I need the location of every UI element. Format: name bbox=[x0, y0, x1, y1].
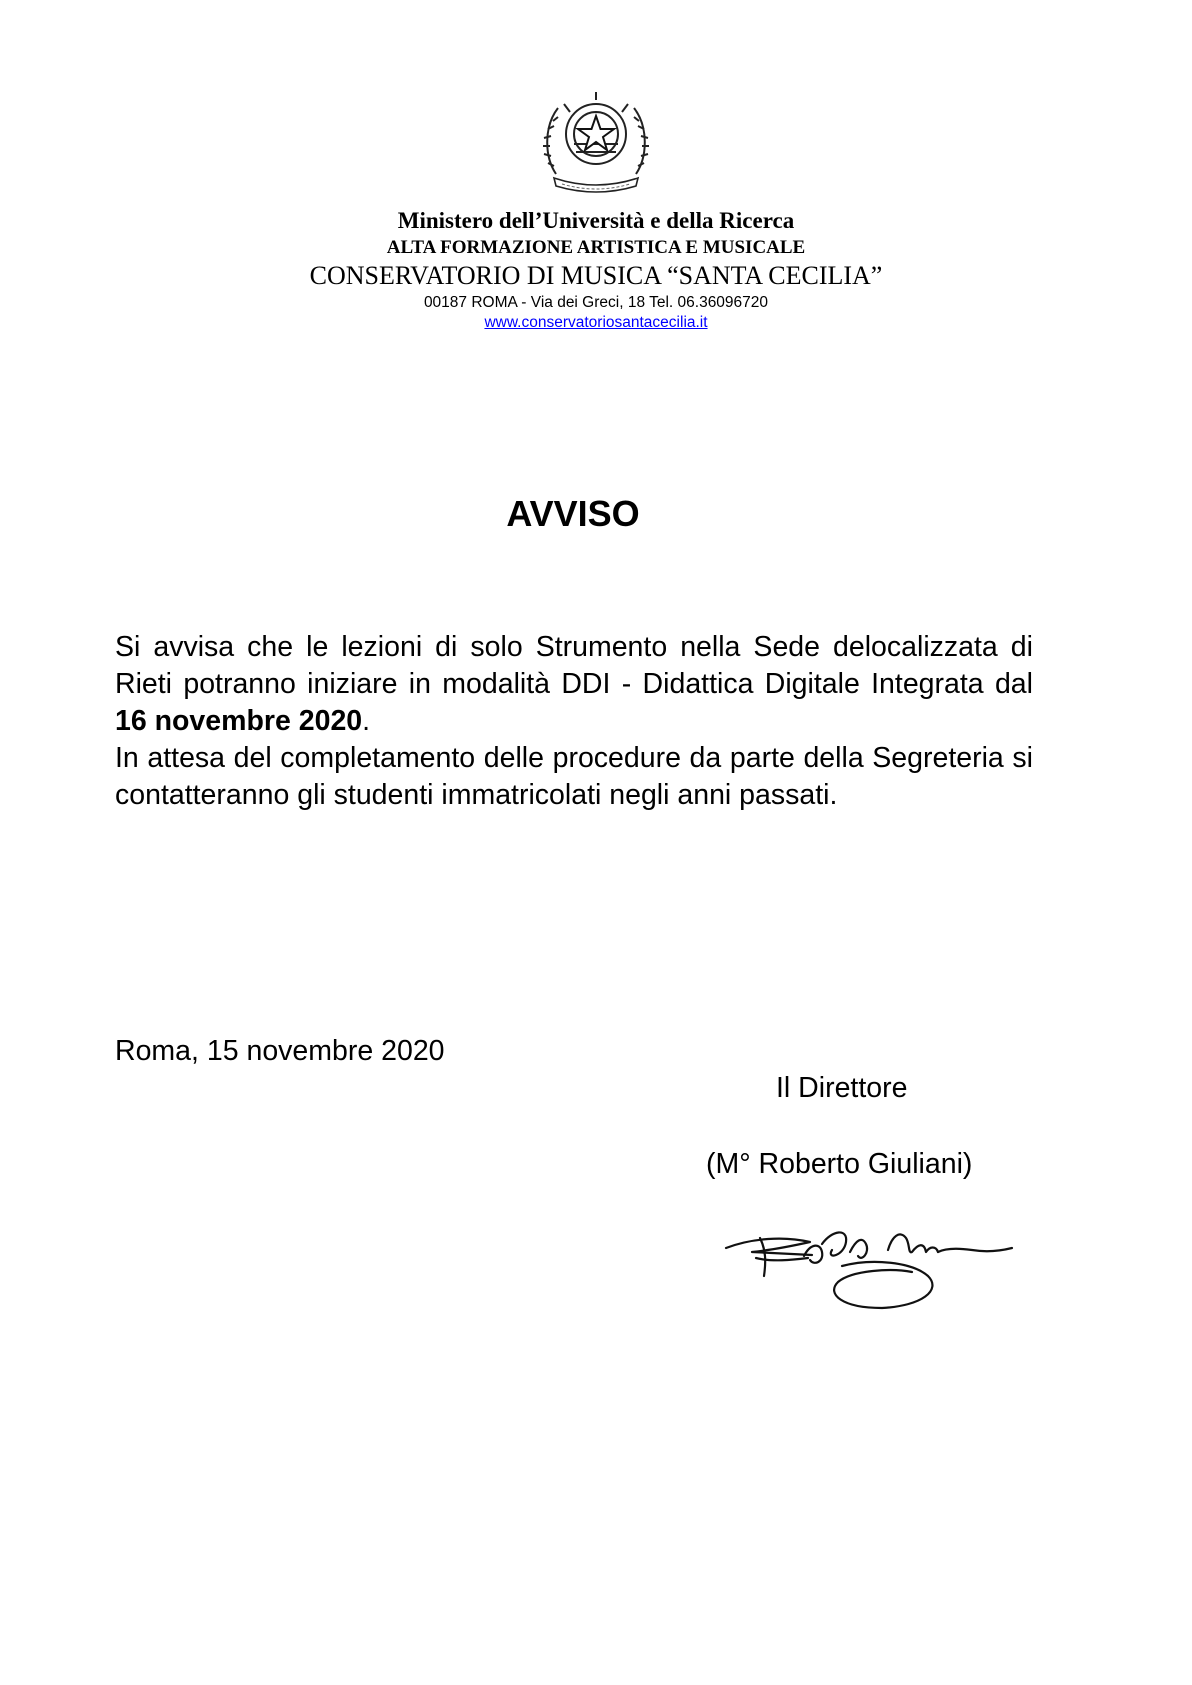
signature-icon bbox=[722, 1222, 1022, 1312]
notice-paragraph-1 bbox=[115, 629, 1033, 740]
director-name: (M° Roberto Giuliani) bbox=[706, 1148, 973, 1180]
website-link[interactable]: www.conservatoriosantacecilia.it bbox=[484, 314, 708, 331]
afam-name: ALTA FORMAZIONE ARTISTICA E MUSICALE bbox=[386, 237, 806, 258]
director-title: Il Direttore bbox=[776, 1072, 908, 1104]
conservatory-name: CONSERVATORIO DI MUSICA “SANTA CECILIA” bbox=[309, 261, 883, 290]
start-date: 16 novembre 2020 bbox=[115, 705, 363, 737]
address: 00187 ROMA - Via dei Greci, 18 Tel. 06.36096720 bbox=[423, 294, 769, 311]
italian-republic-emblem-icon bbox=[540, 86, 652, 198]
ministry-name: Ministero dell’Università e della Ricerca bbox=[397, 208, 795, 233]
paragraph-1-end: . bbox=[362, 705, 371, 737]
page-title: AVVISO bbox=[506, 493, 640, 534]
website-line bbox=[0, 314, 1192, 332]
paragraph-1-text: Si avvisa che le lezioni di solo Strumento nella Sede delocalizzata di Rieti potranno iniziare in modalità DDI - Didattica Digitale Integrata dal bbox=[115, 631, 1033, 700]
notice-paragraph-2: In attesa del completamento delle procedure da parte della Segreteria si contatteranno gli studenti immatricolati negli anni passati. bbox=[115, 742, 1033, 811]
notice-body bbox=[115, 629, 1033, 814]
place-date: Roma, 15 novembre 2020 bbox=[115, 1035, 445, 1067]
